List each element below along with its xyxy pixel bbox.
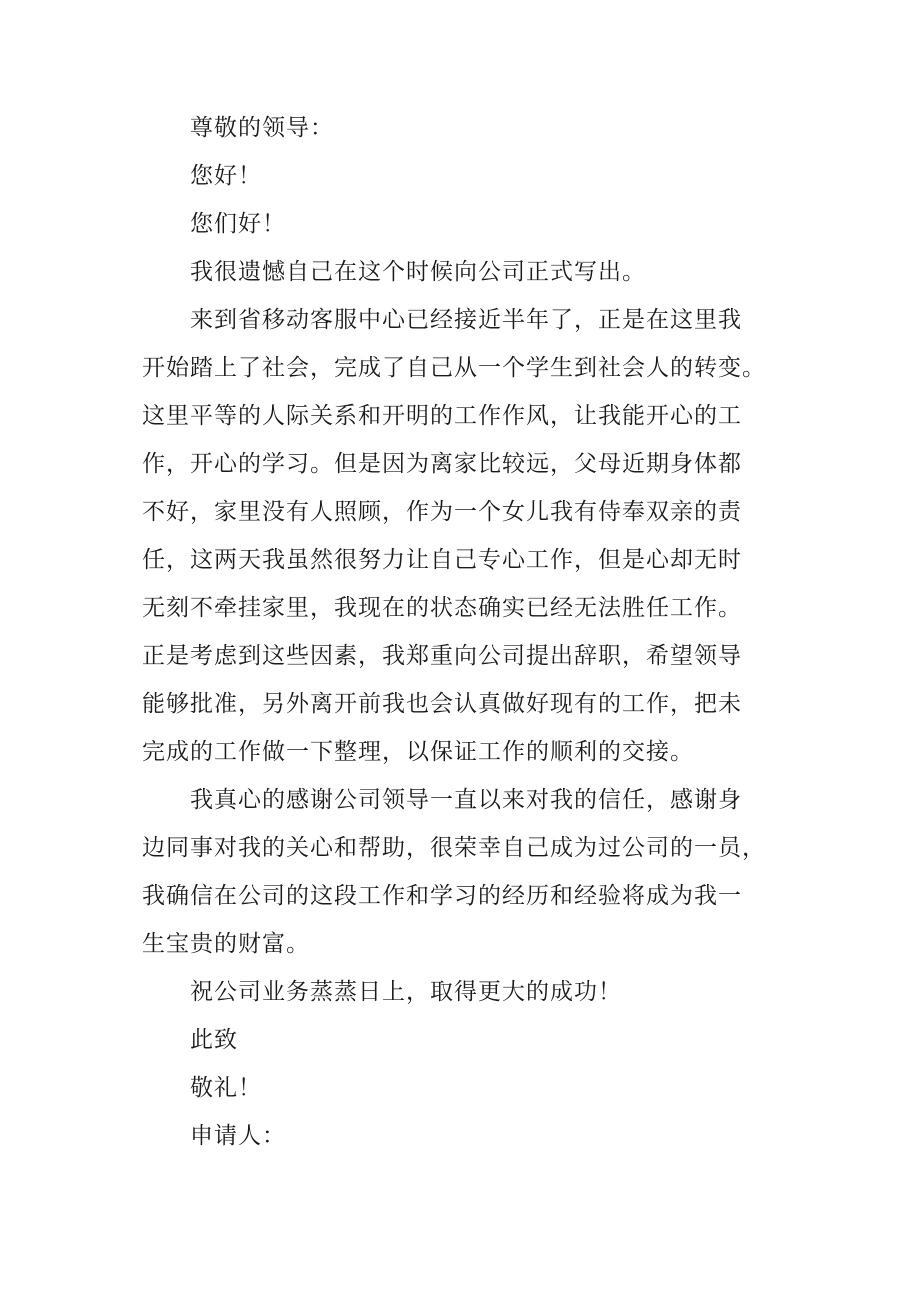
well-wishes: 祝公司业务蒸蒸日上，取得更大的成功！	[190, 979, 622, 1005]
salutation: 尊敬的领导：	[190, 115, 334, 141]
closing-line-2: 敬礼！	[190, 1075, 262, 1101]
paragraph-line: 完成的工作做一下整理，以保证工作的顺利的交接。	[142, 739, 694, 765]
paragraph-line: 我确信在公司的这段工作和学习的经历和经验将成为我一	[142, 883, 742, 909]
body-paragraph-2	[142, 776, 772, 968]
paragraph-line: 不好，家里没有人照顾，作为一个女儿我有侍奉双亲的责	[142, 499, 742, 525]
greeting-line-1: 您好！	[190, 163, 262, 189]
paragraph-line: 任，这两天我虽然很努力让自己专心工作，但是心却无时	[142, 547, 742, 573]
opening-sentence: 我很遗憾自己在这个时候向公司正式写出。	[190, 259, 646, 285]
closing-line-1: 此致	[190, 1027, 238, 1053]
paragraph-line: 无刻不牵挂家里，我现在的状态确实已经无法胜任工作。	[142, 595, 742, 621]
paragraph-line: 边同事对我的关心和帮助，很荣幸自己成为过公司的一员，	[142, 835, 766, 861]
paragraph-line: 能够批准，另外离开前我也会认真做好现有的工作，把未	[142, 691, 742, 717]
body-paragraph-1	[142, 296, 772, 776]
paragraph-line: 来到省移动客服中心已经接近半年了，正是在这里我	[190, 307, 742, 333]
paragraph-line: 正是考虑到这些因素，我郑重向公司提出辞职，希望领导	[142, 643, 742, 669]
greeting-line-2: 您们好！	[190, 211, 286, 237]
paragraph-line: 生宝贵的财富。	[142, 931, 310, 957]
signature-label: 申请人：	[190, 1123, 286, 1149]
paragraph-line: 这里平等的人际关系和开明的工作作风，让我能开心的工	[142, 403, 742, 429]
resignation-letter	[142, 104, 772, 1160]
paragraph-line: 开始踏上了社会，完成了自己从一个学生到社会人的转变。	[142, 355, 766, 381]
paragraph-line: 我真心的感谢公司领导一直以来对我的信任，感谢身	[190, 787, 742, 813]
paragraph-line: 作，开心的学习。但是因为离家比较远，父母近期身体都	[142, 451, 742, 477]
